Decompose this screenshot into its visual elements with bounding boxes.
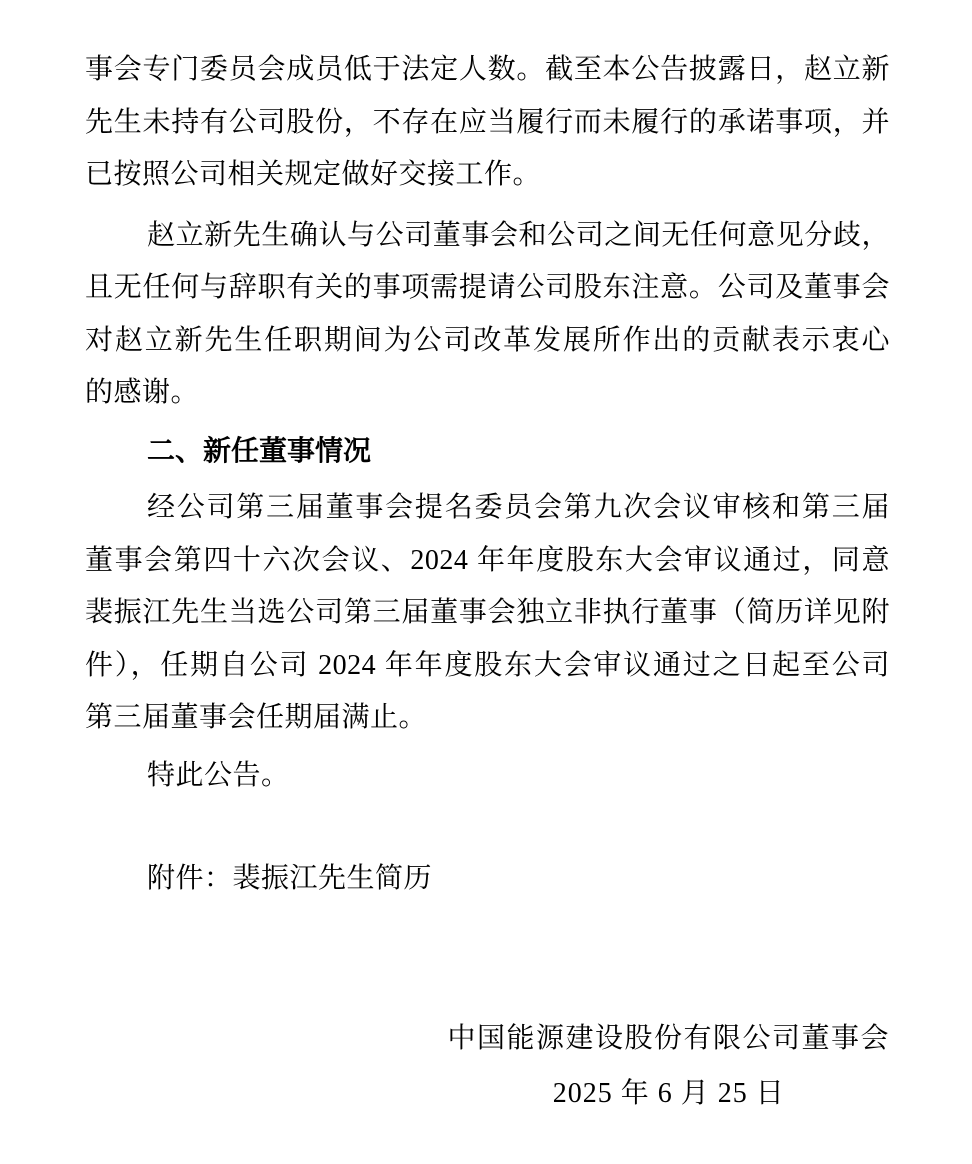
body-line: 的感谢。 <box>85 377 200 408</box>
body-line: 已按照公司相关规定做好交接工作。 <box>85 159 542 190</box>
body-line: 经公司第三届董事会提名委员会第九次会议审核和第三届 <box>147 492 890 523</box>
attachment-line: 附件：裴振江先生简历 <box>147 863 433 894</box>
signature-company: 中国能源建设股份有限公司董事会 <box>447 1022 890 1054</box>
signature-date: 2025 年 6 月 25 日 <box>552 1078 785 1109</box>
signature-inner <box>447 1013 890 1121</box>
section-heading: 二、新任董事情况 <box>147 434 372 466</box>
body-line: 裴振江先生当选公司第三届董事会独立非执行董事（简历详见附 <box>85 597 890 628</box>
closing-line: 特此公告。 <box>147 759 290 791</box>
body-line: 赵立新先生确认与公司董事会和公司之间无任何意见分歧， <box>147 219 890 251</box>
body-line: 事会专门委员会成员低于法定人数。截至本公告披露日，赵立新 <box>85 54 890 85</box>
body-line: 对赵立新先生任职期间为公司改革发展所作出的贡献表示衷心 <box>85 324 890 356</box>
body-line: 先生未持有公司股份，不存在应当履行而未履行的承诺事项，并 <box>85 106 890 138</box>
body-line: 第三届董事会任期届满止。 <box>85 702 428 733</box>
body-line: 董事会第四十六次会议、2024 年年度股东大会审议通过，同意 <box>85 544 890 576</box>
signature-block <box>85 1013 890 1121</box>
body-line: 件），任期自公司 2024 年年度股东大会审议通过之日起至公司 <box>85 649 890 681</box>
body-line: 且无任何与辞职有关的事项需提请公司股东注意。公司及董事会 <box>85 272 890 303</box>
